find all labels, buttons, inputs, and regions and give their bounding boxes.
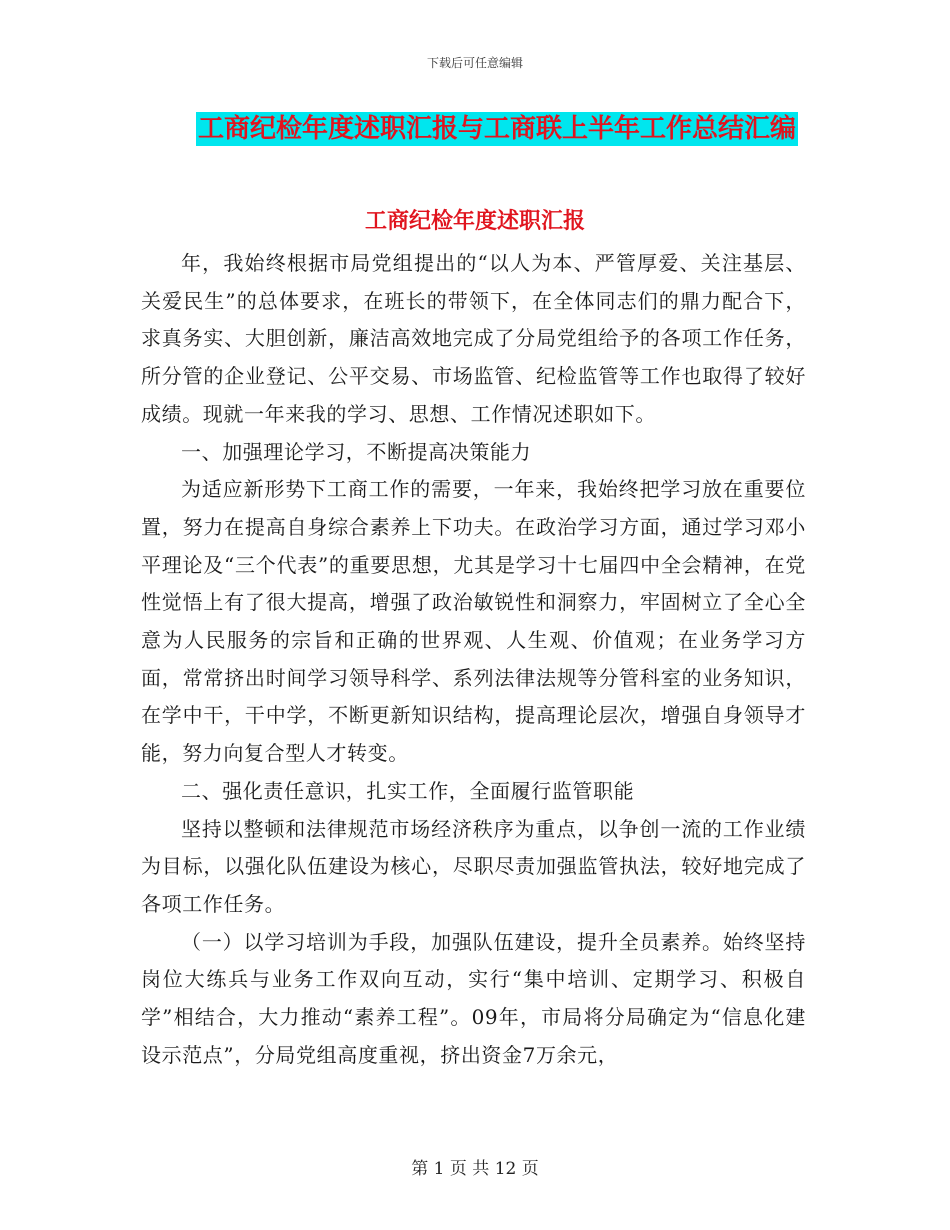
- heading-one: 一、加强理论学习，不断提高决策能力: [181, 439, 532, 464]
- paragraph-intro: 年，我始终根据市局党组提出的“以人为本、严管厚爱、关注基层、关爱民生”的总体要求，在班长的带领下，在全体同志们的鼎力配合下，求真务实、大胆创新，廉洁高效地完成了分局党组给予的各项工作任务，所分管的企业登记、公平交易、市场监管、纪检监管等工作也取得了较好成绩。现就一年来我的学习、思想、工作情况述职如下。: [141, 251, 806, 426]
- header-note: 下载后可任意编辑: [426, 56, 523, 70]
- page-footer: 第 1 页 共 12 页: [411, 1159, 539, 1179]
- body-text: [141, 245, 806, 1074]
- section-title: 工商纪检年度述职汇报: [364, 208, 585, 234]
- document-main-title: 工商纪检年度述职汇报与工商联上半年工作总结汇编: [198, 114, 797, 144]
- paragraph-study: 为适应新形势下工商工作的需要，一年来，我始终把学习放在重要位置，努力在提高自身综合素养上下功夫。在政治学习方面，通过学习邓小平理论及“三个代表”的重要思想，尤其是学习十七届四中全会精神，在党性觉悟上有了很大提高，增强了政治敏锐性和洞察力，牢固树立了全心全意为人民服务的宗旨和正确的世界观、人生观、价值观；在业务学习方面，常常挤出时间学习领导科学、系列法律法规等分管科室的业务知识，在学中干，干中学，不断更新知识结构，提高理论层次，增强自身领导才能，努力向复合型人才转变。: [141, 477, 806, 766]
- paragraph-duty: 坚持以整顿和法律规范市场经济秩序为重点，以争创一流的工作业绩为目标，以强化队伍建设为核心，尽职尽责加强监管执法，较好地完成了各项工作任务。: [141, 816, 806, 916]
- heading-two: 二、强化责任意识，扎实工作，全面履行监管职能: [181, 778, 635, 803]
- paragraph-training: （一）以学习培训为手段，加强队伍建设，提升全员素养。始终坚持岗位大练兵与业务工作双向互动，实行“集中培训、定期学习、积极自学”相结合，大力推动“素养工程”。09年，市局将分局确定为“信息化建设示范点”，分局党组高度重视，挤出资金7万余元，: [141, 929, 806, 1067]
